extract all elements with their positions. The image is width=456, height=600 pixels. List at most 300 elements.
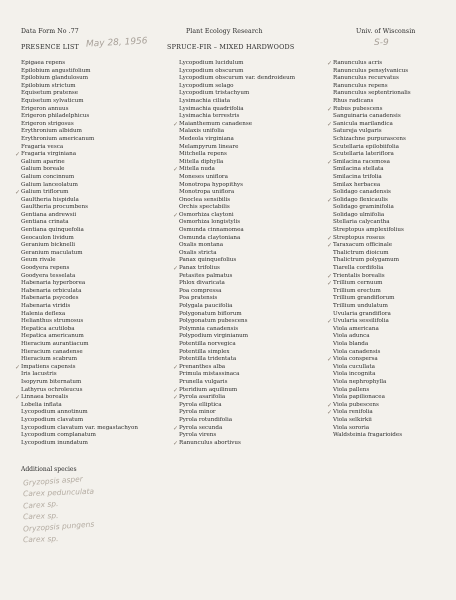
- species-name: Taraxacum officinale: [333, 242, 393, 249]
- species-name: Smilacina stellata: [333, 166, 384, 173]
- species-name: Hepatica americanum: [21, 333, 84, 340]
- species-name: Medeola virginiana: [179, 135, 234, 142]
- check-mark-icon: ✓: [15, 394, 21, 402]
- species-item: [21, 128, 138, 136]
- species-name: Polymnia canadensis: [179, 325, 239, 332]
- species-name: Viola conspersa: [333, 356, 378, 363]
- species-item: [21, 212, 138, 220]
- species-name: Goodyera tesselata: [21, 272, 76, 279]
- species-item: [21, 75, 138, 83]
- species-name: Mitella nuda: [179, 166, 215, 173]
- species-item: [179, 341, 295, 349]
- species-item: [179, 318, 295, 326]
- species-item: [327, 242, 411, 250]
- species-name: Viola papilionacea: [333, 394, 385, 401]
- species-item: [333, 136, 411, 144]
- species-item: [333, 364, 411, 372]
- species-name: Melampyrum lineare: [179, 143, 239, 150]
- species-name: Panax quinquefolius: [179, 257, 237, 264]
- species-name: Galium lanceolatum: [21, 181, 78, 188]
- species-item: [179, 219, 295, 227]
- species-name: Habenaria hyperborea: [21, 280, 86, 287]
- species-item: [21, 257, 138, 265]
- species-name: Linnaea borealis: [21, 394, 69, 401]
- species-name: Oxalis montana: [179, 242, 224, 249]
- species-name: Viola cucullata: [333, 363, 375, 370]
- species-name: Helianthus strumosus: [21, 318, 84, 325]
- species-item: [179, 235, 295, 243]
- species-item: [327, 272, 411, 281]
- species-item: [333, 417, 411, 425]
- species-item: [21, 60, 138, 68]
- species-item: [21, 166, 138, 174]
- handwritten-additional-species: [23, 475, 94, 544]
- species-name: Lysimachia terrestris: [179, 113, 240, 120]
- species-item: [333, 90, 411, 98]
- species-item: [21, 265, 138, 273]
- species-name: Prenanthes alba: [179, 363, 226, 370]
- species-name: Lycopodium clavatum var. megastachyon: [21, 424, 138, 431]
- species-name: Hepatica acutiloba: [21, 325, 75, 332]
- species-name: Pyrola asarifolia: [179, 394, 226, 401]
- species-item: [21, 219, 138, 227]
- species-name: Sanicula marilandica: [333, 120, 393, 127]
- species-item: [179, 68, 295, 76]
- species-name: Phlox divaricata: [179, 280, 225, 287]
- species-name: Pteridium aquilinum: [179, 386, 238, 393]
- check-mark-icon: ✓: [327, 272, 333, 280]
- handwritten-species-note: Oryzopsis pungens: [22, 519, 95, 534]
- species-name: Ranunculus septentrionalis: [333, 90, 411, 97]
- species-name: Primula mistassinaca: [179, 371, 240, 378]
- species-item: [333, 128, 411, 136]
- species-item: [333, 151, 411, 159]
- check-mark-icon: ✓: [173, 211, 179, 219]
- species-name: Galium boreale: [21, 166, 65, 173]
- species-name: Lycopodium clavatum: [21, 416, 84, 423]
- species-item: [333, 394, 411, 402]
- species-item: [21, 349, 138, 357]
- check-mark-icon: ✓: [15, 363, 21, 371]
- species-name: Polygonatum pubescens: [179, 318, 248, 325]
- species-item: [179, 417, 295, 425]
- handwritten-species-note: Carex sp.: [22, 510, 59, 521]
- species-item: [21, 318, 138, 326]
- species-name: Pyrola secunda: [179, 424, 223, 431]
- species-name: Pyrola rotundifolia: [179, 416, 233, 423]
- species-name: Polygonatum biflorum: [179, 310, 242, 317]
- species-name: Moneses uniflora: [179, 173, 228, 180]
- species-item: [21, 295, 138, 303]
- species-name: Viola canadensis: [333, 348, 381, 355]
- species-item: [327, 318, 411, 326]
- species-item: [173, 120, 295, 129]
- species-item: [21, 227, 138, 235]
- handwritten-species-note: Carex pedunculata: [22, 486, 95, 498]
- species-item: [179, 60, 295, 68]
- species-name: Epilobium angustifolium: [21, 67, 91, 74]
- species-item: [333, 326, 411, 334]
- species-item: [333, 379, 411, 387]
- species-name: Epilobium strictum: [21, 82, 76, 89]
- species-item: [179, 144, 295, 152]
- species-name: Epilobium glandulosum: [21, 75, 89, 82]
- species-item: [179, 75, 295, 83]
- species-name: Trillium undulatum: [333, 303, 388, 309]
- species-item: [21, 83, 138, 91]
- species-name: Pyrola minor: [179, 409, 216, 416]
- species-item: [21, 273, 138, 281]
- species-name: Ranunculus recurvatus: [333, 75, 399, 82]
- species-name: Onoclea sensibilis: [179, 196, 231, 203]
- species-item: [179, 174, 295, 182]
- species-name: Streptopus roseus: [333, 234, 385, 241]
- species-name: Tiarella cordifolia: [333, 265, 384, 272]
- species-item: [21, 197, 138, 205]
- species-item: [21, 409, 138, 417]
- species-name: Viola sororia: [333, 424, 370, 431]
- species-item: [333, 204, 411, 212]
- species-name: Trillium grandiflorum: [333, 295, 395, 302]
- handwritten-species-note: Gryzopsis asper: [22, 474, 84, 488]
- species-name: Smilacina racemosa: [333, 158, 391, 165]
- species-name: Lysimachia ciliata: [179, 97, 231, 104]
- species-item: [21, 341, 138, 349]
- species-name: Viola americana: [333, 325, 379, 332]
- species-name: Hieracium scabrum: [21, 356, 78, 363]
- species-name: Sanguinaria canadensis: [333, 113, 401, 120]
- species-name: Orchis spectabilis: [179, 204, 230, 211]
- handwritten-date: May 28, 1956: [85, 36, 148, 50]
- species-name: Trillium erectum: [333, 287, 381, 294]
- species-name: Iris lacustris: [21, 371, 57, 378]
- species-name: Rubus pubescens: [333, 105, 383, 112]
- species-item: [179, 280, 295, 288]
- species-name: Potentilla simplex: [179, 348, 230, 355]
- species-item: [21, 242, 138, 250]
- species-item: [179, 356, 295, 364]
- species-item: [21, 288, 138, 296]
- species-item: [21, 204, 138, 212]
- species-name: Scutellaria lateriflora: [333, 151, 394, 158]
- species-name: Goodyera repens: [21, 265, 70, 272]
- species-item: [21, 371, 138, 379]
- check-mark-icon: ✓: [327, 234, 333, 242]
- species-item: [179, 257, 295, 265]
- check-mark-icon: ✓: [327, 105, 333, 113]
- species-name: Viola pubescens: [333, 401, 379, 408]
- species-item: [21, 326, 138, 334]
- check-mark-icon: ✓: [327, 120, 333, 128]
- species-item: [179, 409, 295, 417]
- university-name: Univ. of Wisconsin: [356, 28, 416, 35]
- species-item: [173, 211, 295, 220]
- species-item: [333, 425, 411, 433]
- species-name: Petasites palmatus: [179, 272, 233, 279]
- handwritten-species-note: Carex sp.: [22, 499, 59, 511]
- species-item: [179, 333, 295, 341]
- species-name: Smilax herbacea: [333, 181, 381, 188]
- species-item: [327, 105, 411, 114]
- check-mark-icon: ✓: [173, 120, 179, 128]
- species-name: Lycopodium selago: [179, 82, 234, 89]
- species-item: [179, 303, 295, 311]
- species-name: Isopyrum biternatum: [21, 378, 82, 385]
- species-name: Halenia deflexa: [21, 310, 66, 317]
- species-item: [173, 166, 295, 174]
- species-item: [21, 387, 138, 395]
- species-name: Pyrola virens: [179, 432, 217, 439]
- species-item: [327, 196, 411, 205]
- species-name: Poa pratensis: [179, 295, 218, 302]
- species-item: [327, 409, 411, 417]
- species-name: Lathyrus ochroleucus: [21, 386, 83, 393]
- species-name: Viola adunca: [333, 333, 370, 340]
- species-item: [327, 280, 411, 288]
- species-item: [327, 401, 411, 410]
- species-item: [333, 212, 411, 220]
- species-item: [327, 120, 411, 129]
- species-name: Erigeron annuus: [21, 105, 69, 112]
- species-item: [179, 250, 295, 258]
- forest-type-title: SPRUCE-FIR – MIXED HARDWOODS: [167, 43, 295, 51]
- species-item: [21, 98, 138, 106]
- species-name: Galium concinnum: [21, 173, 75, 180]
- species-name: Oxalis stricta: [179, 249, 217, 256]
- species-item: [333, 371, 411, 379]
- species-item: [21, 356, 138, 364]
- species-name: Rhus radicans: [333, 97, 374, 104]
- species-item: [333, 311, 411, 319]
- species-item: [179, 326, 295, 334]
- species-item: [179, 151, 295, 159]
- check-mark-icon: ✓: [173, 439, 179, 447]
- check-mark-icon: ✓: [327, 356, 333, 364]
- species-name: Osmunda cinnamomea: [179, 227, 244, 234]
- species-item: [173, 265, 295, 273]
- species-item: [333, 333, 411, 341]
- species-item: [21, 333, 138, 341]
- species-item: [333, 219, 411, 227]
- species-item: [333, 75, 411, 83]
- species-item: [179, 128, 295, 136]
- species-item: [333, 387, 411, 395]
- species-name: Gaultheria procumbens: [21, 204, 88, 211]
- species-item: [179, 311, 295, 319]
- species-name: Geum rivale: [21, 257, 56, 264]
- species-name: Gaultheria hispidula: [21, 196, 79, 203]
- species-name: Geocaulon lividum: [21, 234, 74, 241]
- species-item: [333, 83, 411, 91]
- species-item: [21, 417, 138, 425]
- species-name: Uvularia grandiflora: [333, 310, 391, 317]
- species-name: Lysimachia quadrifolia: [179, 105, 244, 112]
- species-item: [21, 174, 138, 182]
- species-item: [179, 182, 295, 190]
- species-name: Poa compressa: [179, 287, 222, 294]
- check-mark-icon: ✓: [327, 158, 333, 166]
- species-item: [21, 432, 138, 440]
- species-item: [333, 227, 411, 235]
- species-name: Fragaria virginiana: [21, 151, 77, 158]
- species-name: Hieracium canadense: [21, 348, 83, 355]
- species-name: Epigaea repens: [21, 60, 66, 66]
- species-name: Waldsteinia fragarioides: [333, 432, 403, 439]
- species-name: Lycopodium complanatum: [21, 432, 96, 439]
- species-item: [21, 182, 138, 190]
- species-name: Gentiana crinata: [21, 219, 69, 226]
- species-item: [179, 106, 295, 114]
- species-name: Trillium cernuum: [333, 280, 383, 287]
- species-item: [173, 394, 295, 402]
- check-mark-icon: ✓: [327, 409, 333, 417]
- species-item: [15, 151, 138, 159]
- species-item: [21, 121, 138, 129]
- check-mark-icon: ✓: [173, 394, 179, 402]
- species-name: Habenaria psycodes: [21, 295, 79, 302]
- species-item: [179, 227, 295, 235]
- species-name: Prunella vulgaris: [179, 378, 228, 385]
- species-item: [179, 136, 295, 144]
- check-mark-icon: ✓: [327, 60, 333, 67]
- species-item: [179, 98, 295, 106]
- species-name: Equisetum pratense: [21, 90, 79, 97]
- species-item: [21, 280, 138, 288]
- species-name: Osmorhiza longistylis: [179, 219, 241, 226]
- species-name: Solidago graminifolia: [333, 204, 394, 211]
- species-item: [333, 182, 411, 190]
- species-item: [333, 349, 411, 357]
- species-name: Gentiana andrewsii: [21, 211, 77, 218]
- species-item: [15, 189, 138, 197]
- species-item: [15, 363, 138, 372]
- species-name: Panax trifolius: [179, 265, 220, 272]
- species-name: Hieracium aurantiacum: [21, 340, 89, 347]
- species-name: Lycopodium obscurum: [179, 67, 244, 74]
- species-item: [21, 440, 138, 448]
- species-name: Solidago flexicaulis: [333, 196, 388, 203]
- species-item: [333, 288, 411, 296]
- species-name: Potentilla tridentata: [179, 356, 237, 363]
- species-name: Impatiens capensis: [21, 363, 76, 370]
- species-name: Habenaria viridis: [21, 303, 71, 309]
- species-item: [179, 273, 295, 281]
- species-name: Ranunculus acris: [333, 60, 383, 66]
- species-name: Pyrola elliptica: [179, 401, 222, 408]
- species-item: [21, 311, 138, 319]
- species-name: Stellaria calycantha: [333, 219, 390, 226]
- species-name: Osmunda claytoniana: [179, 234, 241, 241]
- species-item: [179, 349, 295, 357]
- species-item: [15, 394, 138, 402]
- check-mark-icon: ✓: [173, 386, 179, 394]
- species-name: Osmorhiza claytoni: [179, 211, 234, 218]
- species-column-1: [15, 60, 138, 447]
- species-item: [173, 363, 295, 372]
- species-name: Viola selkirkii: [333, 416, 372, 423]
- species-item: [21, 425, 138, 433]
- species-name: Smilacina trifolia: [333, 173, 382, 180]
- species-item: [333, 432, 411, 440]
- species-item: [173, 424, 295, 433]
- species-item: [333, 257, 411, 265]
- species-name: Thalictrum dioicum: [333, 249, 389, 256]
- species-item: [333, 144, 411, 152]
- species-name: Viola renifolia: [333, 409, 373, 416]
- species-name: Lycopodium obscurum var. dendroideum: [179, 75, 296, 82]
- species-name: Solidago canadensis: [333, 189, 391, 196]
- species-name: Fragaria vesca: [21, 143, 64, 150]
- species-name: Geranium maculatum: [21, 249, 83, 256]
- species-name: Viola pallens: [333, 386, 370, 393]
- species-name: Lycopodium annotinum: [21, 409, 88, 416]
- species-name: Lycopodium inundatum: [21, 439, 88, 446]
- species-item: [179, 288, 295, 296]
- species-item: [173, 386, 295, 395]
- species-name: Schizachne purpurascens: [333, 135, 406, 142]
- species-item: [327, 158, 411, 167]
- species-name: Equisetum sylvaticum: [21, 97, 84, 104]
- species-name: Solidago ulmifolia: [333, 211, 385, 218]
- species-name: Satureja vulgaris: [333, 128, 382, 135]
- species-item: [179, 204, 295, 212]
- species-item: [333, 250, 411, 258]
- check-mark-icon: ✓: [173, 265, 179, 273]
- species-item: [333, 174, 411, 182]
- species-name: Galium aparine: [21, 158, 65, 165]
- species-item: [21, 68, 138, 76]
- species-name: Lycopodium lucidulum: [179, 60, 244, 66]
- handwritten-stand-code: S-9: [374, 38, 389, 48]
- species-item: [333, 341, 411, 349]
- species-name: Monotropa hypopithys: [179, 181, 244, 188]
- species-name: Galium triflorum: [21, 189, 69, 196]
- species-item: [179, 197, 295, 205]
- species-item: [333, 265, 411, 273]
- species-item: [179, 295, 295, 303]
- species-name: Ranunculus repens: [333, 82, 388, 89]
- species-item: [21, 90, 138, 98]
- species-item: [333, 303, 411, 311]
- species-item: [21, 379, 138, 387]
- species-item: [333, 98, 411, 106]
- check-mark-icon: ✓: [327, 318, 333, 326]
- species-name: Polygala paucifolia: [179, 303, 233, 309]
- species-item: [333, 166, 411, 174]
- species-name: Trientalis borealis: [333, 272, 385, 279]
- species-name: Ranunculus pensylvanicus: [333, 67, 409, 74]
- additional-species-label: Additional species: [21, 466, 77, 473]
- check-mark-icon: ✓: [327, 196, 333, 204]
- species-item: [179, 83, 295, 91]
- species-item: [333, 295, 411, 303]
- species-name: Lobelia inflata: [21, 401, 62, 408]
- species-name: Erigeron strigosus: [21, 120, 74, 127]
- species-column-2: [173, 60, 296, 447]
- species-name: Habenaria orbiculata: [21, 287, 82, 294]
- species-item: [21, 402, 138, 410]
- species-name: Geranium bicknelli: [21, 242, 76, 249]
- check-mark-icon: ✓: [327, 242, 333, 250]
- species-name: Lycopodium tristachyum: [179, 90, 250, 97]
- species-item: [179, 379, 295, 387]
- species-name: Ranunculus abortivus: [179, 439, 241, 446]
- species-name: Gentiana quinquefolia: [21, 227, 84, 234]
- species-item: [21, 235, 138, 243]
- species-name: Scutellaria epilobiifolia: [333, 143, 399, 150]
- check-mark-icon: ✓: [173, 166, 179, 174]
- species-item: [173, 439, 295, 448]
